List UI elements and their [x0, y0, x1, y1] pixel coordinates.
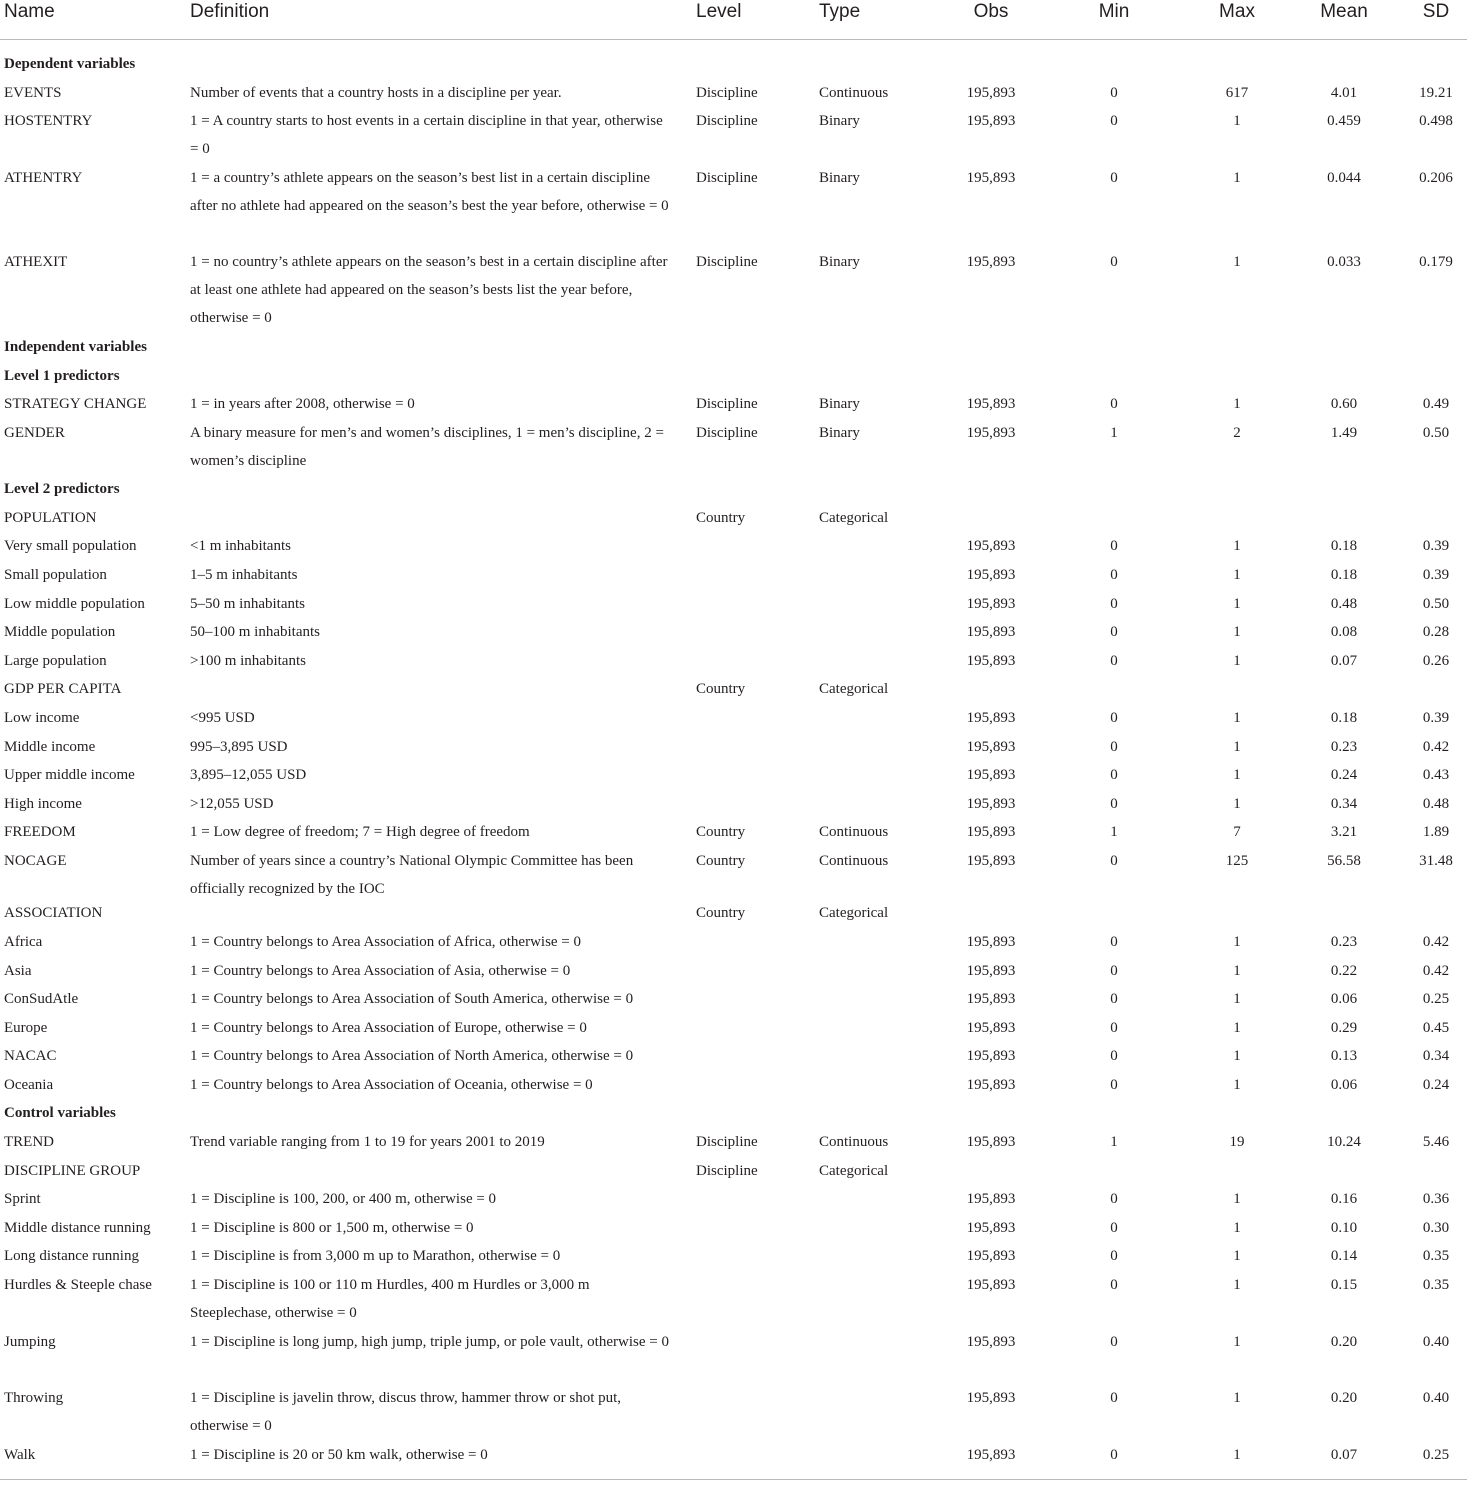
cell-sd: 0.34 — [1422, 1048, 1450, 1064]
cell-name: Walk — [4, 1447, 36, 1463]
cell-name: GENDER — [4, 425, 65, 441]
cell-type: Continuous — [819, 1134, 889, 1150]
cell-mean: 0.20 — [1330, 1390, 1358, 1406]
cell-sd: 0.39 — [1422, 710, 1450, 726]
cell-mean: 0.16 — [1330, 1191, 1358, 1207]
cell-obs: 195,893 — [966, 425, 1016, 441]
header-mean: Mean — [1320, 1, 1368, 22]
cell-max: 2 — [1233, 425, 1241, 441]
cell-definition: 1 = Low degree of freedom; 7 = High degree of freedom — [190, 824, 530, 840]
cell-max: 1 — [1233, 739, 1241, 755]
cell-sd: 0.42 — [1422, 963, 1450, 979]
cell-sd: 19.21 — [1419, 85, 1453, 101]
cell-mean: 0.033 — [1327, 254, 1361, 270]
cell-level: Country — [696, 510, 746, 526]
cell-obs: 195,893 — [966, 1390, 1016, 1406]
cell-name: Sprint — [4, 1191, 41, 1207]
cell-mean: 0.23 — [1330, 739, 1358, 755]
cell-name: High income — [4, 796, 82, 812]
cell-obs: 195,893 — [966, 1134, 1016, 1150]
header-level: Level — [696, 1, 742, 22]
cell-min: 0 — [1110, 1020, 1118, 1036]
cell-obs: 195,893 — [966, 1077, 1016, 1093]
cell-sd: 0.50 — [1422, 425, 1450, 441]
cell-definition: >100 m inhabitants — [190, 653, 306, 669]
cell-mean: 0.18 — [1330, 567, 1358, 583]
cell-mean: 0.08 — [1330, 624, 1358, 640]
cell-mean: 0.18 — [1330, 710, 1358, 726]
cell-name: ConSudAtle — [4, 991, 79, 1007]
cell-min: 0 — [1110, 853, 1118, 869]
cell-level: Discipline — [696, 396, 758, 412]
cell-name: Asia — [4, 963, 32, 979]
cell-max: 1 — [1233, 1334, 1241, 1350]
cell-sd: 5.46 — [1422, 1134, 1450, 1150]
cell-definition: 50–100 m inhabitants — [190, 624, 320, 640]
cell-obs: 195,893 — [966, 824, 1016, 840]
cell-max: 1 — [1233, 767, 1241, 783]
cell-sd: 0.40 — [1422, 1390, 1450, 1406]
cell-type: Binary — [819, 170, 860, 186]
cell-obs: 195,893 — [966, 624, 1016, 640]
cell-min: 0 — [1110, 170, 1118, 186]
cell-min: 0 — [1110, 596, 1118, 612]
cell-mean: 0.34 — [1330, 796, 1358, 812]
cell-max: 1 — [1233, 596, 1241, 612]
section-label: Control variables — [4, 1105, 116, 1121]
cell-sd: 0.25 — [1422, 991, 1450, 1007]
cell-level: Country — [696, 853, 746, 869]
header-sd: SD — [1422, 1, 1450, 22]
cell-obs: 195,893 — [966, 1048, 1016, 1064]
header-min: Min — [1098, 1, 1130, 22]
cell-definition: 995–3,895 USD — [190, 739, 288, 755]
cell-obs: 195,893 — [966, 991, 1016, 1007]
cell-mean: 0.60 — [1330, 396, 1358, 412]
cell-type: Categorical — [819, 681, 889, 697]
cell-obs: 195,893 — [966, 170, 1016, 186]
cell-name: Europe — [4, 1020, 48, 1036]
cell-max: 125 — [1225, 853, 1249, 869]
cell-definition: >12,055 USD — [190, 796, 274, 812]
cell-name: NACAC — [4, 1048, 57, 1064]
cell-level: Discipline — [696, 1163, 758, 1179]
cell-type: Categorical — [819, 510, 889, 526]
cell-sd: 0.30 — [1422, 1220, 1450, 1236]
header-type: Type — [819, 1, 861, 22]
section-label: Level 2 predictors — [4, 481, 120, 497]
cell-sd: 0.39 — [1422, 538, 1450, 554]
cell-min: 0 — [1110, 963, 1118, 979]
cell-definition: <1 m inhabitants — [190, 538, 291, 554]
cell-name: ASSOCIATION — [4, 905, 103, 921]
cell-sd: 0.42 — [1422, 934, 1450, 950]
cell-level: Country — [696, 824, 746, 840]
cell-max: 1 — [1233, 1248, 1241, 1264]
cell-max: 1 — [1233, 963, 1241, 979]
cell-name: Small population — [4, 567, 107, 583]
cell-name: Middle income — [4, 739, 96, 755]
cell-name: EVENTS — [4, 85, 62, 101]
cell-sd: 0.40 — [1422, 1334, 1450, 1350]
cell-min: 0 — [1110, 1048, 1118, 1064]
cell-max: 617 — [1225, 85, 1249, 101]
cell-obs: 195,893 — [966, 934, 1016, 950]
cell-name: Middle population — [4, 624, 116, 640]
cell-name: Hurdles & Steeple chase — [4, 1277, 152, 1293]
cell-obs: 195,893 — [966, 596, 1016, 612]
cell-obs: 195,893 — [966, 653, 1016, 669]
cell-obs: 195,893 — [966, 1220, 1016, 1236]
cell-max: 1 — [1233, 1048, 1241, 1064]
cell-max: 19 — [1229, 1134, 1245, 1150]
cell-name: Jumping — [4, 1334, 56, 1350]
cell-mean: 10.24 — [1327, 1134, 1361, 1150]
cell-min: 0 — [1110, 1248, 1118, 1264]
cell-min: 0 — [1110, 85, 1118, 101]
cell-type: Binary — [819, 396, 860, 412]
cell-level: Discipline — [696, 425, 758, 441]
cell-definition: <995 USD — [190, 710, 255, 726]
cell-type: Binary — [819, 425, 860, 441]
cell-mean: 0.22 — [1330, 963, 1358, 979]
cell-obs: 195,893 — [966, 538, 1016, 554]
cell-sd: 0.35 — [1422, 1248, 1450, 1264]
cell-type: Binary — [819, 113, 860, 129]
header-definition: Definition — [190, 1, 270, 22]
cell-name: Low income — [4, 710, 80, 726]
cell-mean: 0.18 — [1330, 538, 1358, 554]
cell-obs: 195,893 — [966, 767, 1016, 783]
cell-definition: 1 = Discipline is 100 or 110 m Hurdles, 400 m Hurdles or 3,000 m Steeplechase, otherwise = 0 — [190, 1277, 590, 1321]
cell-sd: 0.50 — [1422, 596, 1450, 612]
cell-obs: 195,893 — [966, 396, 1016, 412]
cell-obs: 195,893 — [966, 963, 1016, 979]
cell-max: 1 — [1233, 1220, 1241, 1236]
cell-mean: 0.044 — [1327, 170, 1361, 186]
cell-min: 0 — [1110, 1191, 1118, 1207]
cell-name: Very small population — [4, 538, 137, 554]
cell-sd: 0.28 — [1422, 624, 1450, 640]
cell-sd: 0.498 — [1419, 113, 1453, 129]
cell-max: 1 — [1233, 710, 1241, 726]
cell-max: 1 — [1233, 1277, 1241, 1293]
cell-mean: 56.58 — [1327, 853, 1361, 869]
cell-min: 1 — [1110, 1134, 1118, 1150]
cell-type: Continuous — [819, 824, 889, 840]
header-obs: Obs — [973, 1, 1009, 22]
cell-definition: 1 = Discipline is 20 or 50 km walk, otherwise = 0 — [190, 1447, 488, 1463]
cell-max: 1 — [1233, 1191, 1241, 1207]
cell-max: 1 — [1233, 1447, 1241, 1463]
cell-sd: 1.89 — [1422, 824, 1450, 840]
bottom-rule — [0, 1479, 1467, 1480]
cell-definition: Trend variable ranging from 1 to 19 for years 2001 to 2019 — [190, 1134, 545, 1150]
cell-max: 1 — [1233, 567, 1241, 583]
cell-max: 1 — [1233, 254, 1241, 270]
cell-name: HOSTENTRY — [4, 113, 93, 129]
cell-obs: 195,893 — [966, 853, 1016, 869]
cell-name: TREND — [4, 1134, 54, 1150]
cell-mean: 0.06 — [1330, 991, 1358, 1007]
cell-definition: 1 = Discipline is 800 or 1,500 m, otherwise = 0 — [190, 1220, 474, 1236]
cell-min: 0 — [1110, 254, 1118, 270]
cell-name: Low middle population — [4, 596, 145, 612]
cell-min: 0 — [1110, 1220, 1118, 1236]
cell-mean: 0.06 — [1330, 1077, 1358, 1093]
cell-sd: 0.43 — [1422, 767, 1450, 783]
cell-sd: 0.39 — [1422, 567, 1450, 583]
cell-max: 1 — [1233, 1390, 1241, 1406]
cell-min: 1 — [1110, 425, 1118, 441]
cell-max: 1 — [1233, 113, 1241, 129]
cell-name: Throwing — [4, 1390, 64, 1406]
cell-max: 1 — [1233, 396, 1241, 412]
cell-min: 0 — [1110, 710, 1118, 726]
cell-max: 1 — [1233, 1077, 1241, 1093]
cell-name: POPULATION — [4, 510, 97, 526]
cell-definition: Number of events that a country hosts in a discipline per year. — [190, 85, 562, 101]
cell-min: 0 — [1110, 991, 1118, 1007]
cell-obs: 195,893 — [966, 1020, 1016, 1036]
cell-min: 0 — [1110, 624, 1118, 640]
cell-obs: 195,893 — [966, 1447, 1016, 1463]
cell-mean: 3.21 — [1330, 824, 1358, 840]
cell-min: 0 — [1110, 739, 1118, 755]
cell-definition: 1 = a country’s athlete appears on the season’s best list in a certain discipline after no athlete had appeared on the season’s best the year before, otherwise = 0 — [190, 170, 669, 214]
header-max: Max — [1219, 1, 1255, 22]
cell-mean: 0.15 — [1330, 1277, 1358, 1293]
cell-name: ATHENTRY — [4, 170, 83, 186]
cell-definition: A binary measure for men’s and women’s disciplines, 1 = men’s discipline, 2 = women’s discipline — [190, 425, 664, 469]
cell-type: Continuous — [819, 85, 889, 101]
cell-definition: Number of years since a country’s National Olympic Committee has been officially recognized by the IOC — [190, 853, 634, 897]
cell-mean: 0.14 — [1330, 1248, 1358, 1264]
cell-max: 1 — [1233, 538, 1241, 554]
cell-min: 0 — [1110, 538, 1118, 554]
cell-min: 0 — [1110, 1077, 1118, 1093]
cell-min: 0 — [1110, 1390, 1118, 1406]
cell-definition: 5–50 m inhabitants — [190, 596, 305, 612]
cell-name: NOCAGE — [4, 853, 67, 869]
cell-definition: 1 = no country’s athlete appears on the season’s best in a certain discipline after at least one athlete had appeared on the season’s bests list the year before, otherwise = 0 — [190, 254, 668, 326]
cell-max: 1 — [1233, 624, 1241, 640]
section-label: Independent variables — [4, 339, 147, 355]
cell-definition: 1 = in years after 2008, otherwise = 0 — [190, 396, 415, 412]
cell-min: 0 — [1110, 796, 1118, 812]
cell-max: 1 — [1233, 1020, 1241, 1036]
section-label: Dependent variables — [4, 56, 136, 72]
cell-type: Categorical — [819, 1163, 889, 1179]
cell-definition: 1 = Country belongs to Area Association of Africa, otherwise = 0 — [190, 934, 582, 950]
cell-level: Discipline — [696, 170, 758, 186]
cell-sd: 0.25 — [1422, 1447, 1450, 1463]
cell-min: 0 — [1110, 396, 1118, 412]
cell-name: Oceania — [4, 1077, 54, 1093]
cell-mean: 0.24 — [1330, 767, 1358, 783]
cell-type: Binary — [819, 254, 860, 270]
cell-mean: 0.07 — [1330, 653, 1358, 669]
cell-definition: 1 = Country belongs to Area Association of Europe, otherwise = 0 — [190, 1020, 587, 1036]
cell-level: Discipline — [696, 254, 758, 270]
cell-name: Africa — [4, 934, 43, 950]
cell-sd: 0.35 — [1422, 1277, 1450, 1293]
cell-mean: 0.07 — [1330, 1447, 1358, 1463]
header-rule — [0, 39, 1467, 40]
cell-min: 0 — [1110, 934, 1118, 950]
cell-level: Country — [696, 681, 746, 697]
cell-name: Large population — [4, 653, 107, 669]
cell-obs: 195,893 — [966, 1248, 1016, 1264]
cell-max: 1 — [1233, 991, 1241, 1007]
cell-definition: 1 = Discipline is long jump, high jump, triple jump, or pole vault, otherwise = 0 — [190, 1334, 669, 1350]
cell-min: 0 — [1110, 1447, 1118, 1463]
cell-sd: 0.45 — [1422, 1020, 1450, 1036]
cell-obs: 195,893 — [966, 1191, 1016, 1207]
cell-definition: 1 = Country belongs to Area Association of Asia, otherwise = 0 — [190, 963, 571, 979]
cell-name: Middle distance running — [4, 1220, 151, 1236]
cell-obs: 195,893 — [966, 739, 1016, 755]
cell-min: 0 — [1110, 567, 1118, 583]
cell-sd: 0.24 — [1422, 1077, 1450, 1093]
cell-sd: 31.48 — [1419, 853, 1453, 869]
cell-obs: 195,893 — [966, 1334, 1016, 1350]
cell-name: Long distance running — [4, 1248, 139, 1264]
cell-max: 7 — [1233, 824, 1241, 840]
cell-definition: 1 = Discipline is javelin throw, discus throw, hammer throw or shot put, otherwise = 0 — [190, 1390, 622, 1434]
cell-name: Upper middle income — [4, 767, 135, 783]
cell-mean: 0.459 — [1327, 113, 1361, 129]
cell-mean: 0.10 — [1330, 1220, 1358, 1236]
cell-name: STRATEGY CHANGE — [4, 396, 147, 412]
cell-mean: 0.23 — [1330, 934, 1358, 950]
cell-definition: 1 = Discipline is 100, 200, or 400 m, otherwise = 0 — [190, 1191, 497, 1207]
header-name: Name — [4, 1, 55, 22]
cell-min: 0 — [1110, 653, 1118, 669]
cell-obs: 195,893 — [966, 796, 1016, 812]
cell-sd: 0.49 — [1422, 396, 1450, 412]
cell-definition: 1 = Country belongs to Area Association of Oceania, otherwise = 0 — [190, 1077, 593, 1093]
cell-level: Discipline — [696, 85, 758, 101]
cell-sd: 0.48 — [1422, 796, 1450, 812]
section-label: Level 1 predictors — [4, 368, 120, 384]
cell-mean: 0.48 — [1330, 596, 1358, 612]
cell-obs: 195,893 — [966, 113, 1016, 129]
cell-min: 0 — [1110, 113, 1118, 129]
cell-min: 0 — [1110, 767, 1118, 783]
cell-level: Country — [696, 905, 746, 921]
cell-mean: 0.20 — [1330, 1334, 1358, 1350]
cell-max: 1 — [1233, 653, 1241, 669]
cell-name: FREEDOM — [4, 824, 76, 840]
cell-type: Categorical — [819, 905, 889, 921]
cell-sd: 0.26 — [1422, 653, 1450, 669]
cell-obs: 195,893 — [966, 710, 1016, 726]
cell-max: 1 — [1233, 934, 1241, 950]
cell-sd: 0.36 — [1422, 1191, 1450, 1207]
cell-sd: 0.179 — [1419, 254, 1453, 270]
cell-mean: 1.49 — [1330, 425, 1358, 441]
cell-max: 1 — [1233, 796, 1241, 812]
cell-definition: 3,895–12,055 USD — [190, 767, 307, 783]
cell-min: 1 — [1110, 824, 1118, 840]
table-header — [0, 0, 1471, 40]
cell-definition: 1–5 m inhabitants — [190, 567, 298, 583]
cell-definition: 1 = A country starts to host events in a certain discipline in that year, otherwise = 0 — [190, 113, 663, 157]
cell-sd: 0.206 — [1419, 170, 1453, 186]
cell-mean: 0.29 — [1330, 1020, 1358, 1036]
cell-definition: 1 = Country belongs to Area Association of North America, otherwise = 0 — [190, 1048, 634, 1064]
cell-definition: 1 = Country belongs to Area Association of South America, otherwise = 0 — [190, 991, 634, 1007]
cell-definition: 1 = Discipline is from 3,000 m up to Marathon, otherwise = 0 — [190, 1248, 561, 1264]
cell-obs: 195,893 — [966, 1277, 1016, 1293]
cell-min: 0 — [1110, 1277, 1118, 1293]
cell-type: Continuous — [819, 853, 889, 869]
cell-min: 0 — [1110, 1334, 1118, 1350]
cell-level: Discipline — [696, 113, 758, 129]
cell-obs: 195,893 — [966, 85, 1016, 101]
cell-name: ATHEXIT — [4, 254, 68, 270]
cell-sd: 0.42 — [1422, 739, 1450, 755]
cell-level: Discipline — [696, 1134, 758, 1150]
cell-obs: 195,893 — [966, 254, 1016, 270]
cell-name: GDP PER CAPITA — [4, 681, 122, 697]
cell-obs: 195,893 — [966, 567, 1016, 583]
cell-mean: 4.01 — [1330, 85, 1358, 101]
cell-max: 1 — [1233, 170, 1241, 186]
cell-name: DISCIPLINE GROUP — [4, 1163, 141, 1179]
cell-mean: 0.13 — [1330, 1048, 1358, 1064]
